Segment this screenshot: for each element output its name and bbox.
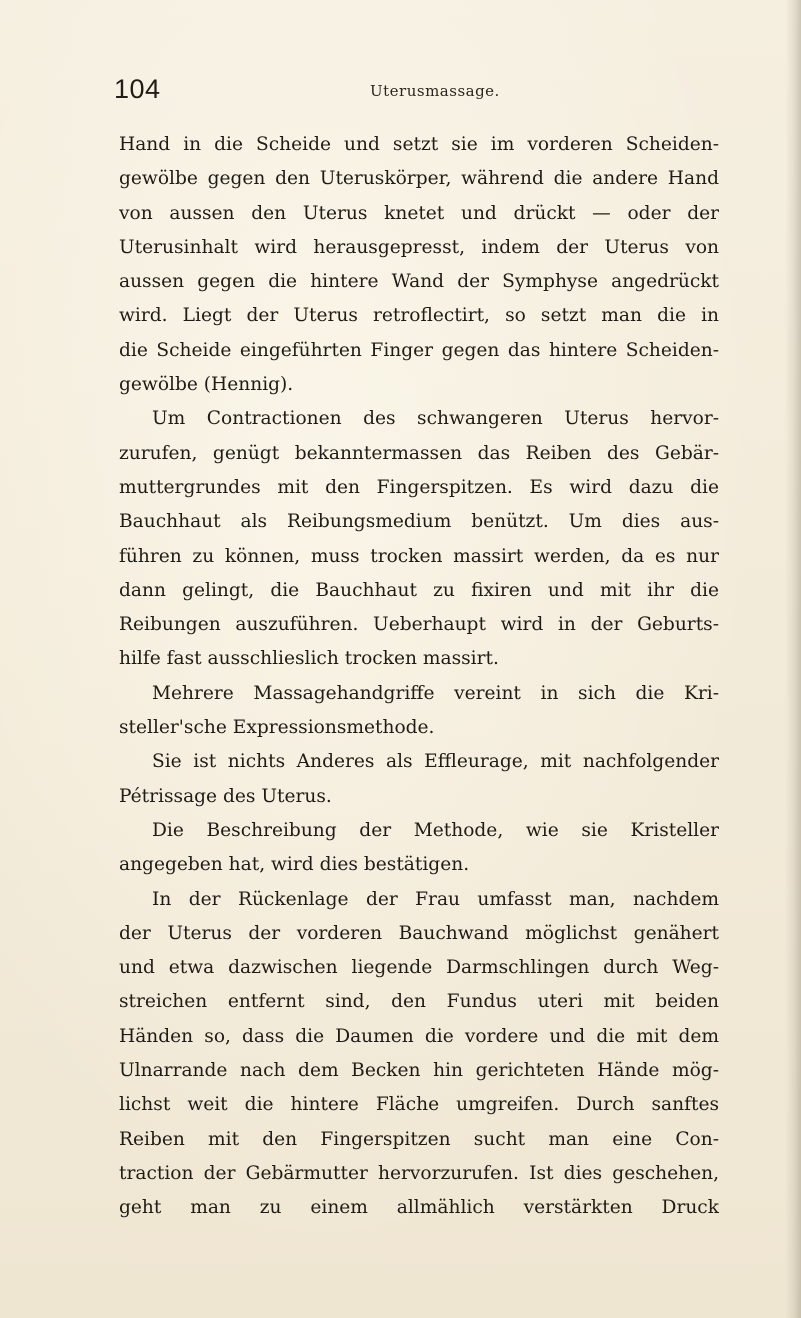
- text-line: wird. Liegt der Uterus retroflectirt, so setzt man die in: [119, 305, 719, 327]
- text-line: traction der Gebärmutter hervorzurufen. Ist dies geschehen,: [119, 1162, 719, 1184]
- text-line: Um Contractionen des schwangeren Uterus hervor-: [152, 408, 719, 430]
- text-line: In der Rückenlage der Frau umfasst man, nachdem: [152, 888, 719, 910]
- text-line: hilfe fast ausschlieslich trocken massirt.: [119, 648, 499, 670]
- body-text: [119, 128, 719, 1226]
- text-line: die Scheide eingeführten Finger gegen das hintere Scheiden-: [119, 339, 719, 361]
- text-line: dann gelingt, die Bauchhaut zu fixiren und mit ihr die: [119, 579, 719, 601]
- text-line: und etwa dazwischen liegende Darmschlingen durch Weg-: [119, 957, 719, 979]
- text-line: geht man zu einem allmählich verstärkten Druck: [119, 1197, 719, 1219]
- text-line: lichst weit die hintere Fläche umgreifen. Durch sanftes: [119, 1094, 719, 1116]
- text-line: Uterusinhalt wird herausgepresst, indem der Uterus von: [119, 236, 719, 258]
- text-line: von aussen den Uterus knetet und drückt — oder der: [119, 202, 719, 224]
- text-line: steller'sche Expressionsmethode.: [119, 717, 435, 739]
- text-line: zurufen, genügt bekanntermassen das Reiben des Gebär-: [119, 442, 719, 464]
- text-line: Reiben mit den Fingerspitzen sucht man eine Con-: [119, 1128, 719, 1150]
- text-line: muttergrundes mit den Fingerspitzen. Es wird dazu die: [119, 476, 719, 498]
- page-edge-shadow: [785, 0, 801, 1318]
- text-line: angegeben hat, wird dies bestätigen.: [119, 854, 470, 876]
- page-number: 104: [114, 74, 161, 104]
- text-line: Die Beschreibung der Methode, wie sie Kristeller: [152, 819, 719, 841]
- text-line: Ulnarrande nach dem Becken hin gerichteten Hände mög-: [119, 1060, 719, 1082]
- text-line: Pétrissage des Uterus.: [119, 785, 332, 807]
- text-line: gewölbe (Hennig).: [119, 374, 294, 396]
- running-head: Uterusmassage.: [370, 82, 500, 100]
- text-line: der Uterus der vorderen Bauchwand möglichst genähert: [119, 922, 719, 944]
- page-header: [114, 74, 716, 114]
- text-line: streichen entfernt sind, den Fundus uteri mit beiden: [119, 991, 719, 1013]
- text-line: führen zu können, muss trocken massirt werden, da es nur: [119, 545, 719, 567]
- text-line: Sie ist nichts Anderes als Effleurage, mit nachfolgender: [152, 751, 719, 773]
- text-line: aussen gegen die hintere Wand der Symphyse angedrückt: [119, 271, 719, 293]
- text-line: Mehrere Massagehandgriffe vereint in sich die Kri-: [152, 682, 719, 704]
- text-line: gewölbe gegen den Uteruskörper, während die andere Hand: [119, 168, 719, 190]
- text-line: Hand in die Scheide und setzt sie im vorderen Scheiden-: [119, 134, 719, 155]
- text-line: Bauchhaut als Reibungsmedium benützt. Um dies aus-: [119, 511, 719, 533]
- text-line: Reibungen auszuführen. Ueberhaupt wird in der Geburts-: [119, 614, 719, 636]
- text-line: Händen so, dass die Daumen die vordere und die mit dem: [119, 1025, 719, 1047]
